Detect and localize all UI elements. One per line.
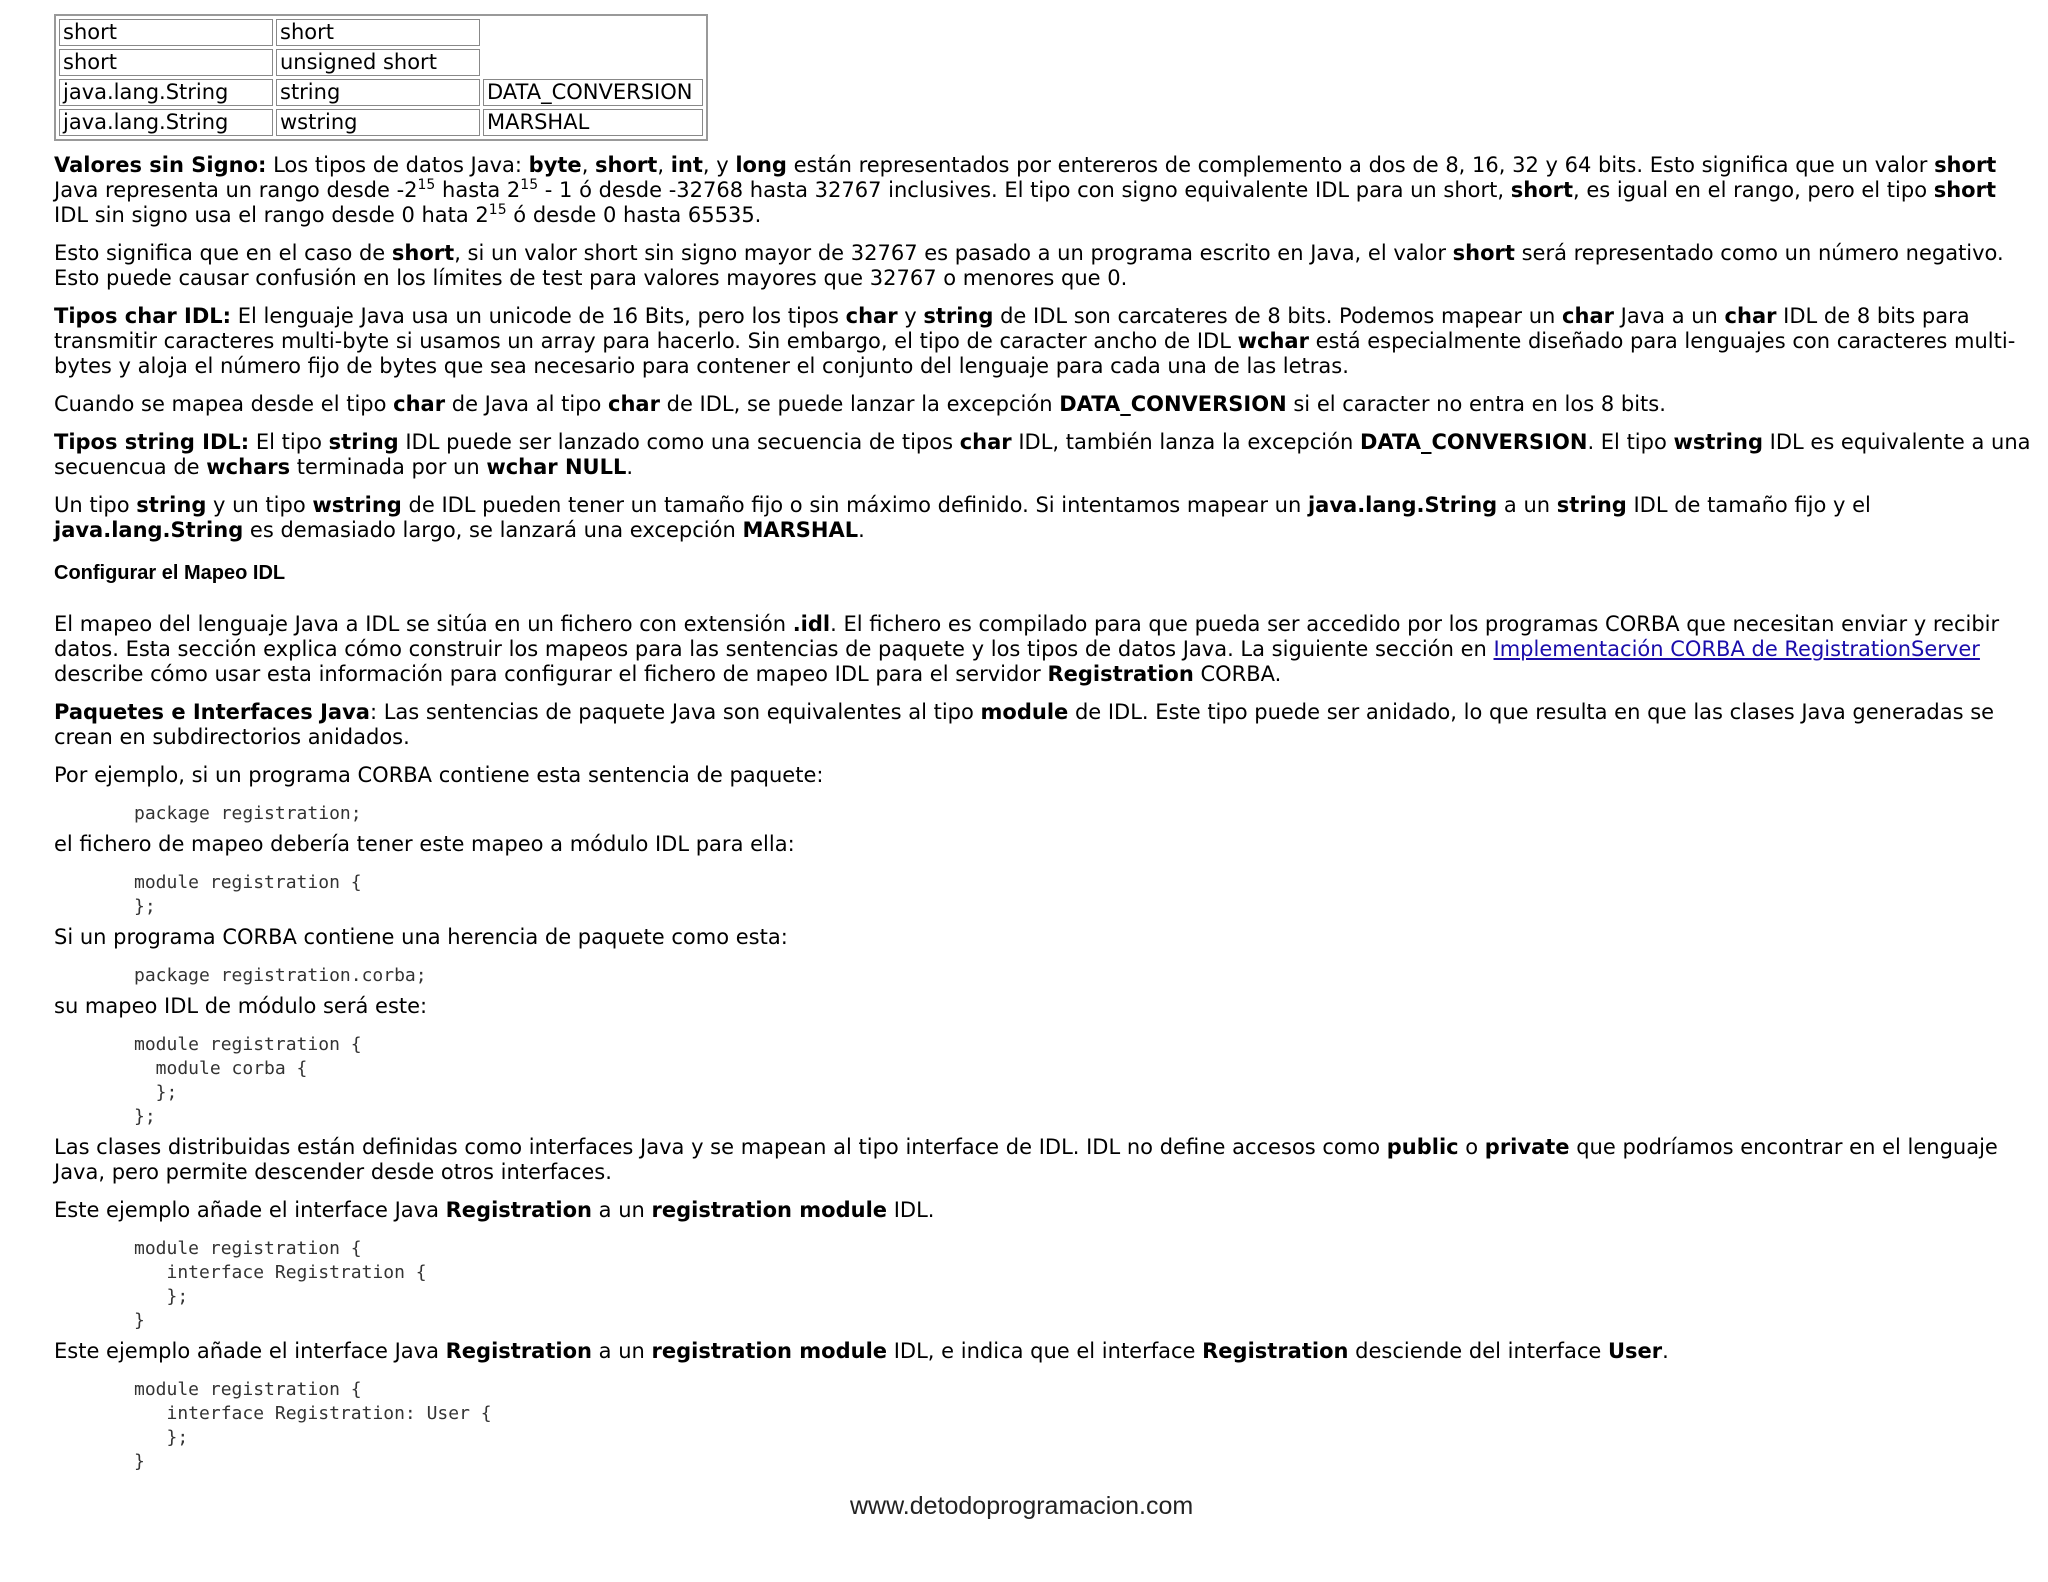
code-block: module registration { interface Registration { }; } [134,1238,427,1331]
code-block: package registration.corba; [134,965,427,986]
table-row [59,19,703,46]
table-row [59,49,703,76]
table-cell: string [276,79,480,106]
table-cell: java.lang.String [59,79,273,106]
paragraph-short-case: Esto significa que en el caso de short, si un valor short sin signo mayor de 32767 es pasado a un programa escrito en Java, el valor short será representado como un número negativo. Esto puede causar confusión en los límites de test para valores mayores que 32767 o menores que 0. [54,241,2004,290]
table-cell: wstring [276,109,480,136]
table-cell [483,19,703,46]
table-cell [483,49,703,76]
paragraph-packages: Paquetes e Interfaces Java: Las sentencias de paquete Java son equivalentes al tipo module de IDL. Este tipo puede ser anidado, lo que resulta en que las clases Java generadas se crean en subdirectorios anidados. [54,700,1995,749]
paragraph-string-types: Tipos string IDL: El tipo string IDL puede ser lanzado como una secuencia de tipos char IDL, también lanza la excepción DATA_CONVERSION. El tipo wstring IDL es equivalente a una secuencua de wchars terminada por un wchar NULL. [54,430,2031,479]
paragraph-example-nested-package: Si un programa CORBA contiene una herencia de paquete como esta: [54,925,788,949]
footer-watermark-url: www.detodoprogramacion.com [850,1492,1194,1520]
paragraph-unsigned-values: Valores sin Signo: Los tipos de datos Java: byte, short, int, y long están representados por entereros de complemento a dos de 8, 16, 32 y 64 bits. Esto significa que un valor short Java representa un rango desde $-2^{15}$ hasta $2^{15} - 1$ ó desde -32768 hasta 32767 inclusives. El tipo con signo equivalente IDL para un short, short, es igual en el rango, pero el tipo short IDL sin signo usa el rango desde 0 hata $2^{15}$ ó desde 0 hasta 65535. [54,153,1997,227]
paragraph-example-package: Por ejemplo, si un programa CORBA contiene esta sentencia de paquete: [54,763,824,787]
table-cell: short [59,49,273,76]
table-cell: java.lang.String [59,109,273,136]
table-cell: short [276,19,480,46]
table-cell: MARSHAL [483,109,703,136]
paragraph-example-interface: Este ejemplo añade el interface Java Registration a un registration module IDL. [54,1198,935,1222]
paragraph-example-inheritance: Este ejemplo añade el interface Java Registration a un registration module IDL, e indica que el interface Registration desciende del interface User. [54,1339,1669,1363]
table-row [59,79,703,106]
code-block: module registration { interface Registration: User { }; } [134,1379,492,1472]
table-row [59,109,703,136]
type-mapping-table [54,14,708,141]
code-block: package registration; [134,803,362,824]
paragraph-mapping-intro: El mapeo del lenguaje Java a IDL se sitúa en un fichero con extensión .idl. El fichero es compilado para que pueda ser accedido por los programas CORBA que necesitan enviar y recibir datos. Esta sección explica cómo construir los mapeos para las sentencias de paquete y los tipos de datos Java. La siguiente sección en Implementación CORBA de RegistrationServer describe cómo usar esta información para configurar el fichero de mapeo IDL para el servidor Registration CORBA. [54,612,2000,686]
paragraph-char-types: Tipos char IDL: El lenguaje Java usa un unicode de 16 Bits, pero los tipos char y string de IDL son carcateres de 8 bits. Podemos mapear un char Java a un char IDL de 8 bits para transmitir caracteres multi-byte si usamos un array para hacerlo. Sin embargo, el tipo de caracter ancho de IDL wchar está especialmente diseñado para lenguajes con caracteres multi-bytes y aloja el número fijo de bytes que sea necesario para contener el conjunto del lenguaje para cada una de las letras. [54,304,2016,378]
table-cell: short [59,19,273,46]
table-cell: DATA_CONVERSION [483,79,703,106]
document-page [54,14,2034,1480]
paragraph-distributed-classes: Las clases distribuidas están definidas como interfaces Java y se mapean al tipo interface de IDL. IDL no define accesos como public o private que podríamos encontrar en el lenguaje Java, pero permite descender desde otros interfaces. [54,1135,1998,1184]
code-block: module registration { }; [134,872,362,917]
section-heading: Configurar el Mapeo IDL [54,562,286,584]
paragraph-char-mapping: Cuando se mapea desde el tipo char de Java al tipo char de IDL, se puede lanzar la excepción DATA_CONVERSION si el caracter no entra en los 8 bits. [54,392,1666,416]
paragraph-example-nested-module: su mapeo IDL de módulo será este: [54,994,428,1018]
paragraph-example-module: el fichero de mapeo debería tener este mapeo a módulo IDL para ella: [54,832,795,856]
registrationserver-link[interactable]: Implementación CORBA de RegistrationServer [1493,637,1980,661]
code-block: module registration { module corba { }; }; [134,1034,362,1127]
table-cell: unsigned short [276,49,480,76]
paragraph-string-size: Un tipo string y un tipo wstring de IDL pueden tener un tamaño fijo o sin máximo definido. Si intentamos mapear un java.lang.String a un string IDL de tamaño fijo y el java.lang.String es demasiado largo, se lanzará una excepción MARSHAL. [54,493,1871,542]
